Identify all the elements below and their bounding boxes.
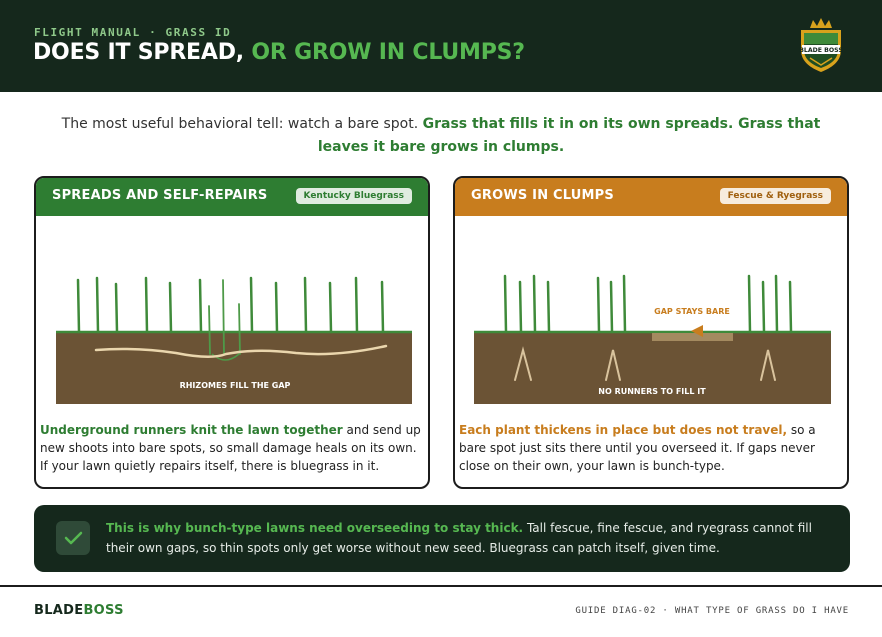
- intro-text: [60, 113, 822, 159]
- tip-body: Tall fescue, fine fescue, and ryegrass cannot fill their own gaps, so thin spots only get worse without new seed. Bluegrass can patch itself, given time.: [106, 521, 812, 555]
- tip-lead: This is why bunch-type lawns need overseeding to stay thick.: [106, 521, 524, 535]
- spreads-diagram: [36, 216, 428, 416]
- overseeding-tip: [34, 505, 850, 572]
- footer-divider: [0, 585, 882, 587]
- spreads-card-title: SPREADS AND SELF-REPAIRS: [52, 188, 268, 203]
- spreads-card-badge: Kentucky Bluegrass: [296, 188, 412, 204]
- bare-gap: [652, 333, 733, 341]
- title-accent: OR GROW IN CLUMPS?: [251, 40, 525, 65]
- spreads-grass-blades: [78, 278, 383, 332]
- clumps-card-badge: Fescue & Ryegrass: [720, 188, 831, 204]
- blade-boss-logo: [796, 16, 846, 74]
- footer-brand: [34, 603, 124, 618]
- clumps-description: [459, 421, 843, 475]
- brand-part-1: BLADE: [34, 603, 84, 618]
- spreads-diagram-label: RHIZOMES FILL THE GAP: [179, 381, 291, 390]
- header-eyebrow: FLIGHT MANUAL · GRASS ID: [34, 26, 232, 39]
- spreads-soil: [56, 332, 412, 404]
- clumps-diagram: [455, 216, 847, 416]
- intro-plain: The most useful behavioral tell: watch a bare spot.: [61, 116, 419, 132]
- clump-blades-1: [505, 276, 549, 332]
- spreads-lead: Underground runners knit the lawn together: [40, 423, 343, 437]
- spreads-card: [34, 176, 430, 489]
- spreads-card-header: [36, 178, 428, 216]
- clumps-card: [453, 176, 849, 489]
- intro-highlight: Grass that fills it in on its own spreads. Grass that leaves it bare grows in clumps.: [317, 116, 821, 155]
- brand-part-2: BOSS: [83, 603, 124, 618]
- check-icon: [56, 521, 90, 555]
- spreads-body: and send up new shoots into bare spots, so small damage heals on its own. If your lawn quietly repairs itself, there is bluegrass in it.: [40, 423, 421, 473]
- spreads-description: [40, 421, 424, 475]
- clumps-lead: Each plant thickens in place but does not travel,: [459, 423, 788, 437]
- clumps-diagram-label: NO RUNNERS TO FILL IT: [598, 387, 706, 396]
- page-title: [33, 40, 525, 65]
- title-main: DOES IT SPREAD,: [33, 40, 244, 65]
- svg-text:BLADE BOSS: BLADE BOSS: [799, 47, 843, 54]
- clump-blades-3: [749, 276, 791, 332]
- clumps-body: so a bare spot just sits there until you overseed it. If gaps never close on their own, your lawn is bunch-type.: [459, 423, 816, 473]
- tip-text: [106, 518, 836, 558]
- clumps-card-title: GROWS IN CLUMPS: [471, 188, 614, 203]
- gap-label: GAP STAYS BARE: [654, 307, 730, 316]
- footer-guide-id: GUIDE DIAG-02 · WHAT TYPE OF GRASS DO I HAVE: [575, 606, 849, 616]
- clumps-card-header: [455, 178, 847, 216]
- clump-blades-2: [598, 276, 625, 332]
- page-header: [0, 0, 882, 92]
